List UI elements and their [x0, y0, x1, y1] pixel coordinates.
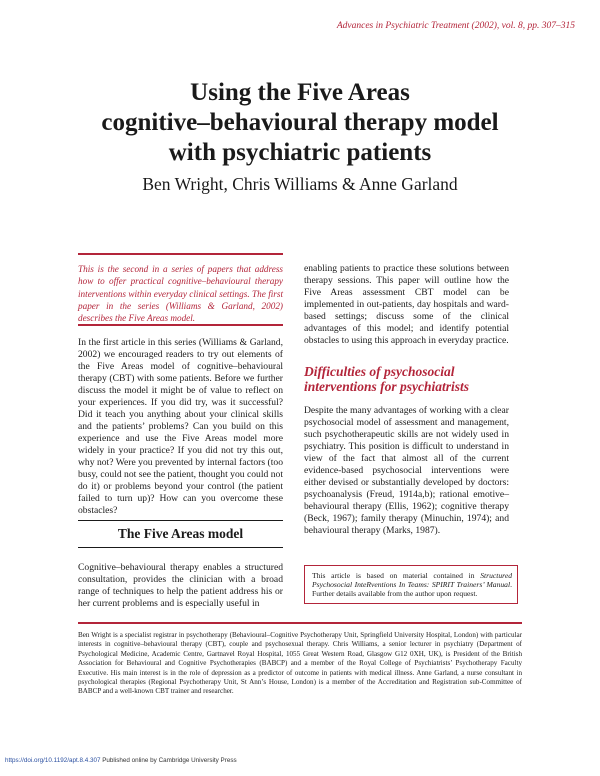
note-box: [304, 565, 518, 604]
difficulties-paragraph: Despite the many advantages of working with a clear psychosocial model of assessment and management, such psychotherapeutic skills are not widely used in psychiatry. This position is difficult to understand in view of the fact that almost all of the current evidence-based psychosocial interventions were either devised or substantially developed by doctors: psychoanalysis (Freud, 1914a,b); rational emotive–behavioural therapy (Ellis, 1962); cognitive therapy (Beck, 1967); family therapy (Minuchin, 1974); and behavioural therapy (Marks, 1987).: [304, 405, 509, 536]
doi-footer: [5, 757, 237, 764]
section-heading-difficulties: [304, 364, 514, 394]
author-bio-footnote: Ben Wright is a specialist registrar in psychotherapy (Behavioural–Cognitive Psychotherapy Unit, Springfield University Hospital, London) with particular interests in cognitive–behavioural therapy (CBT), couple and psychosexual therapy. Chris Williams, a senior lecturer in psychiatry (Department of Psychological Medicine, Academic Centre, Gartnavel Royal Hospital, 1055 Great Western Road, Glasgow G12 0XH, UK), is President of the British Association for Behavioural and Cognitive Psychotherapies (BABCP) and a member of the Royal College of Psychiatrists’ Psychotherapy Faculty Executive. His main interest is in the role of depression as a predictor of outcome in patients with medical illness. Anne Garland, a nurse consultant in psychological therapies (Regional Psychotherapy Unit, St Ann’s House, London) is a member of the Accreditation and Registration sub-Committee of BABCP and a well-known CBT trainer and researcher.: [78, 631, 522, 696]
note-suffix: . Further details available from the author upon request.: [312, 580, 512, 599]
five-areas-paragraph: Cognitive–behavioural therapy enables a structured consultation, provides the clinician with a broad range of techniques to help the patient address his or her current problems and is especially useful in: [78, 562, 283, 609]
heading-line: interventions for psychiatrists: [304, 379, 470, 394]
article-title: [0, 78, 600, 168]
abstract-bottom-rule: [78, 324, 283, 326]
abstract: This is the second in a series of papers that address how to offer practical cognitive–behavioural therapy interventions within everyday clinical settings. The first paper in the series (Williams & Garland, 2002) describes the Five Areas model.: [78, 264, 283, 324]
intro-paragraph: In the first article in this series (Williams & Garland, 2002) we encouraged readers to try out elements of the Five Areas model of cognitive–behavioural therapy (CBT) with some patients. Before we further discuss the model it might be of value to reflect on your experiences. If you did try, was it successful? Did it teach you anything about your clinical skills and the patients’ problems? Can you build on this experience and use the Five Areas model more widely in your practice? If you did not try this out, why not? Were you prevented by internal factors (too busy, could not see the patient, thought you could not do it) or problems beyond your control (the patient failed to turn up)? How can you overcome these obstacles?: [78, 337, 283, 516]
title-line: Using the Five Areas: [190, 79, 410, 106]
title-line: with psychiatric patients: [168, 139, 432, 166]
footer-rule: [78, 622, 522, 624]
note-manual-title: Structured Psychosocial InteRventions In Teams: SPIRIT Trainers’ Manual: [312, 571, 512, 590]
heading-line: Difficulties of psychosocial: [304, 364, 455, 379]
section-heading-five-areas: The Five Areas model: [78, 520, 283, 548]
title-line: cognitive–behavioural therapy model: [101, 109, 499, 136]
abstract-top-rule: [78, 253, 283, 255]
note-prefix: This article is based on material contained in: [312, 571, 481, 580]
right-column-paragraph: enabling patients to practice these solutions between therapy sessions. This paper will outline how the Five Areas assessment CBT model can be implemented in out-patients, day hospitals and ward-based settings; discuss some of the clinical advantages of this model; and identify potential obstacles to using this approach in everyday practice.: [304, 263, 509, 346]
author-list: Ben Wright, Chris Williams & Anne Garland: [142, 174, 458, 194]
doi-link[interactable]: https://doi.org/10.1192/apt.8.4.307: [5, 757, 101, 764]
publisher-note: Published online by Cambridge University Press: [100, 757, 237, 764]
journal-citation: Advances in Psychiatric Treatment (2002), vol. 8, pp. 307–315: [336, 21, 575, 31]
